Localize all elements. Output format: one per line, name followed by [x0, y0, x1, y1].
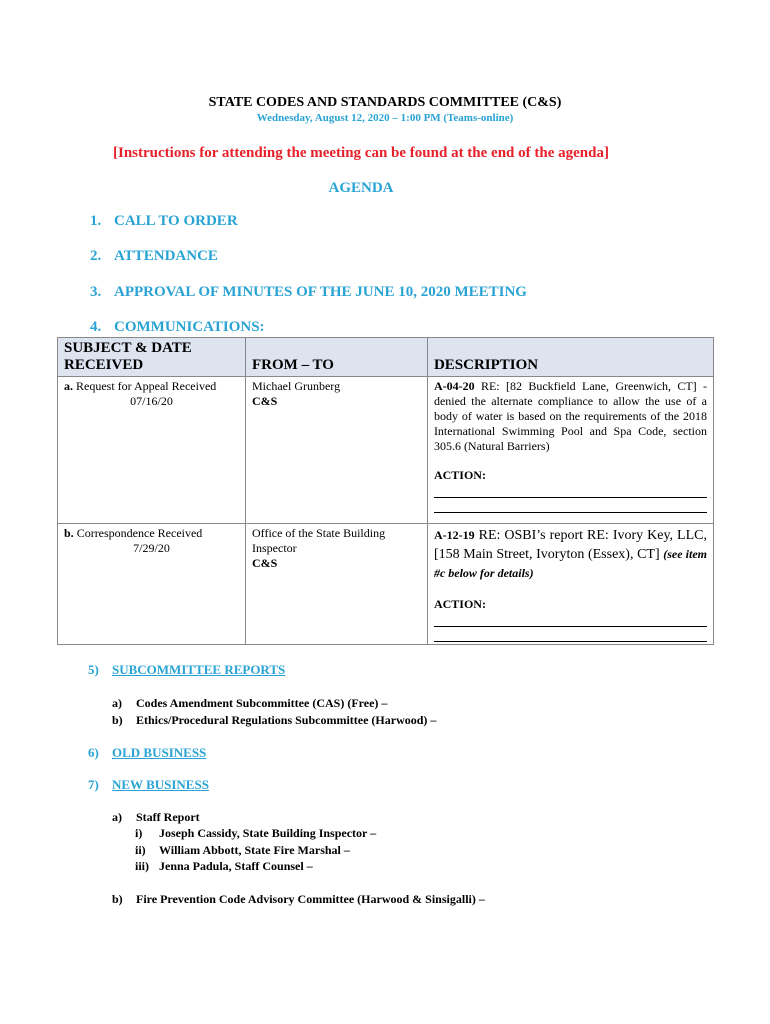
document-title: STATE CODES AND STANDARDS COMMITTEE (C&S): [208, 95, 562, 110]
description-text: [434, 379, 707, 454]
item-number: 2.: [90, 248, 102, 264]
column-header-subject: SUBJECT & DATE RECEIVED: [58, 338, 246, 377]
instructions-note: [Instructions for attending the meeting can be found at the end of the agenda]: [113, 145, 609, 161]
table-header-row: [58, 338, 714, 377]
description-cell: [427, 377, 713, 524]
subitem-letter: b): [112, 713, 123, 727]
section-label: SUBCOMMITTEE REPORTS: [112, 662, 286, 677]
item-label: APPROVAL OF MINUTES OF THE JUNE 10, 2020 MEETING: [114, 284, 527, 300]
subitem-letter: a): [112, 696, 122, 710]
subitem-label: Jenna Padula, Staff Counsel –: [159, 859, 313, 873]
subitem-letter: a): [112, 810, 122, 824]
subitem-label: Ethics/Procedural Regulations Subcommittee (Harwood) –: [136, 713, 437, 727]
item-label: COMMUNICATIONS:: [114, 319, 265, 335]
communications-table: [57, 337, 714, 645]
row-letter: b.: [64, 526, 74, 540]
section-number: 5): [88, 662, 99, 677]
subject-cell: [58, 377, 246, 524]
section-label: NEW BUSINESS: [112, 777, 209, 792]
section-new-business: [88, 777, 209, 793]
section-number: 7): [88, 777, 99, 792]
from-to-cell: [246, 524, 428, 645]
staff-report-building-inspector: [135, 826, 376, 841]
agenda-item-communications: [90, 319, 265, 336]
date-received: 7/29/20: [133, 541, 170, 555]
subitem-numeral: i): [135, 826, 143, 840]
row-letter: a.: [64, 379, 73, 393]
subitem-label: William Abbott, State Fire Marshal –: [159, 843, 350, 857]
to-text: C&S: [252, 556, 278, 570]
subitem-numeral: ii): [135, 843, 146, 857]
column-header-from-to: FROM – TO: [246, 338, 428, 377]
subject-cell: [58, 524, 246, 645]
action-line: [434, 483, 707, 498]
section-label: OLD BUSINESS: [112, 745, 207, 760]
description-text: [434, 526, 707, 583]
subitem-label: Codes Amendment Subcommittee (CAS) (Free) –: [136, 696, 388, 710]
table-row: [58, 524, 714, 645]
description-body: RE: OSBI’s report RE: Ivory Key, LLC, [158 Main Street, Ivoryton (Essex), CT]: [433, 528, 707, 562]
subitem-staff-report: [112, 810, 200, 825]
date-received: 07/16/20: [130, 394, 173, 408]
section-number: 6): [88, 745, 99, 760]
description-body: RE: [82 Buckfield Lane, Greenwich, CT] - denied the alternate compliance to allow the use of a body of water is based on the requirements of the 2018 International Swimming Pool and Spa Code, section 305.6 (Natural Barriers): [433, 379, 708, 453]
action-label: ACTION:: [433, 597, 486, 611]
agenda-item-approval-minutes: [90, 284, 527, 301]
staff-report-staff-counsel: [135, 859, 313, 874]
subitem-fire-prevention-committee: [112, 892, 485, 907]
subitem-label: Fire Prevention Code Advisory Committee (Harwood & Sinsigalli) –: [136, 892, 485, 906]
item-number: 1.: [90, 213, 102, 229]
subitem-codes-amendment: [112, 696, 387, 711]
section-old-business: [88, 745, 206, 761]
section-subcommittee-reports: [88, 662, 285, 678]
agenda-heading: AGENDA: [328, 180, 394, 196]
agenda-item-call-to-order: [90, 213, 238, 230]
subitem-label: Staff Report: [136, 810, 200, 824]
subitem-ethics-procedural: [112, 713, 436, 728]
table-row: [58, 377, 714, 524]
from-to-cell: [246, 377, 428, 524]
from-text: Michael Grunberg: [252, 379, 341, 393]
staff-report-fire-marshal: [135, 843, 350, 858]
subitem-numeral: iii): [135, 859, 149, 873]
subitem-label: Joseph Cassidy, State Building Inspector –: [159, 826, 377, 840]
action-label: ACTION:: [433, 468, 486, 482]
appeal-code: A-04-20: [433, 379, 475, 393]
subject-text: Correspondence Received: [76, 526, 203, 540]
from-text: Office of the State Building Inspector: [252, 526, 386, 555]
item-label: ATTENDANCE: [114, 248, 218, 264]
column-header-description: DESCRIPTION: [427, 338, 713, 377]
appeal-code: A-12-19: [433, 528, 475, 542]
action-line: [434, 627, 707, 642]
item-number: 3.: [90, 284, 102, 300]
to-text: C&S: [252, 394, 278, 408]
meeting-date: Wednesday, August 12, 2020 – 1:00 PM (Teams-online): [256, 112, 514, 124]
subject-text: Request for Appeal Received: [76, 379, 217, 393]
description-note: (see item #c below for details): [433, 547, 708, 580]
description-cell: [427, 524, 713, 645]
action-line: [434, 612, 707, 627]
action-line: [434, 498, 707, 513]
subitem-letter: b): [112, 892, 123, 906]
agenda-item-attendance: [90, 248, 218, 265]
item-label: CALL TO ORDER: [114, 213, 238, 229]
item-number: 4.: [90, 319, 102, 335]
